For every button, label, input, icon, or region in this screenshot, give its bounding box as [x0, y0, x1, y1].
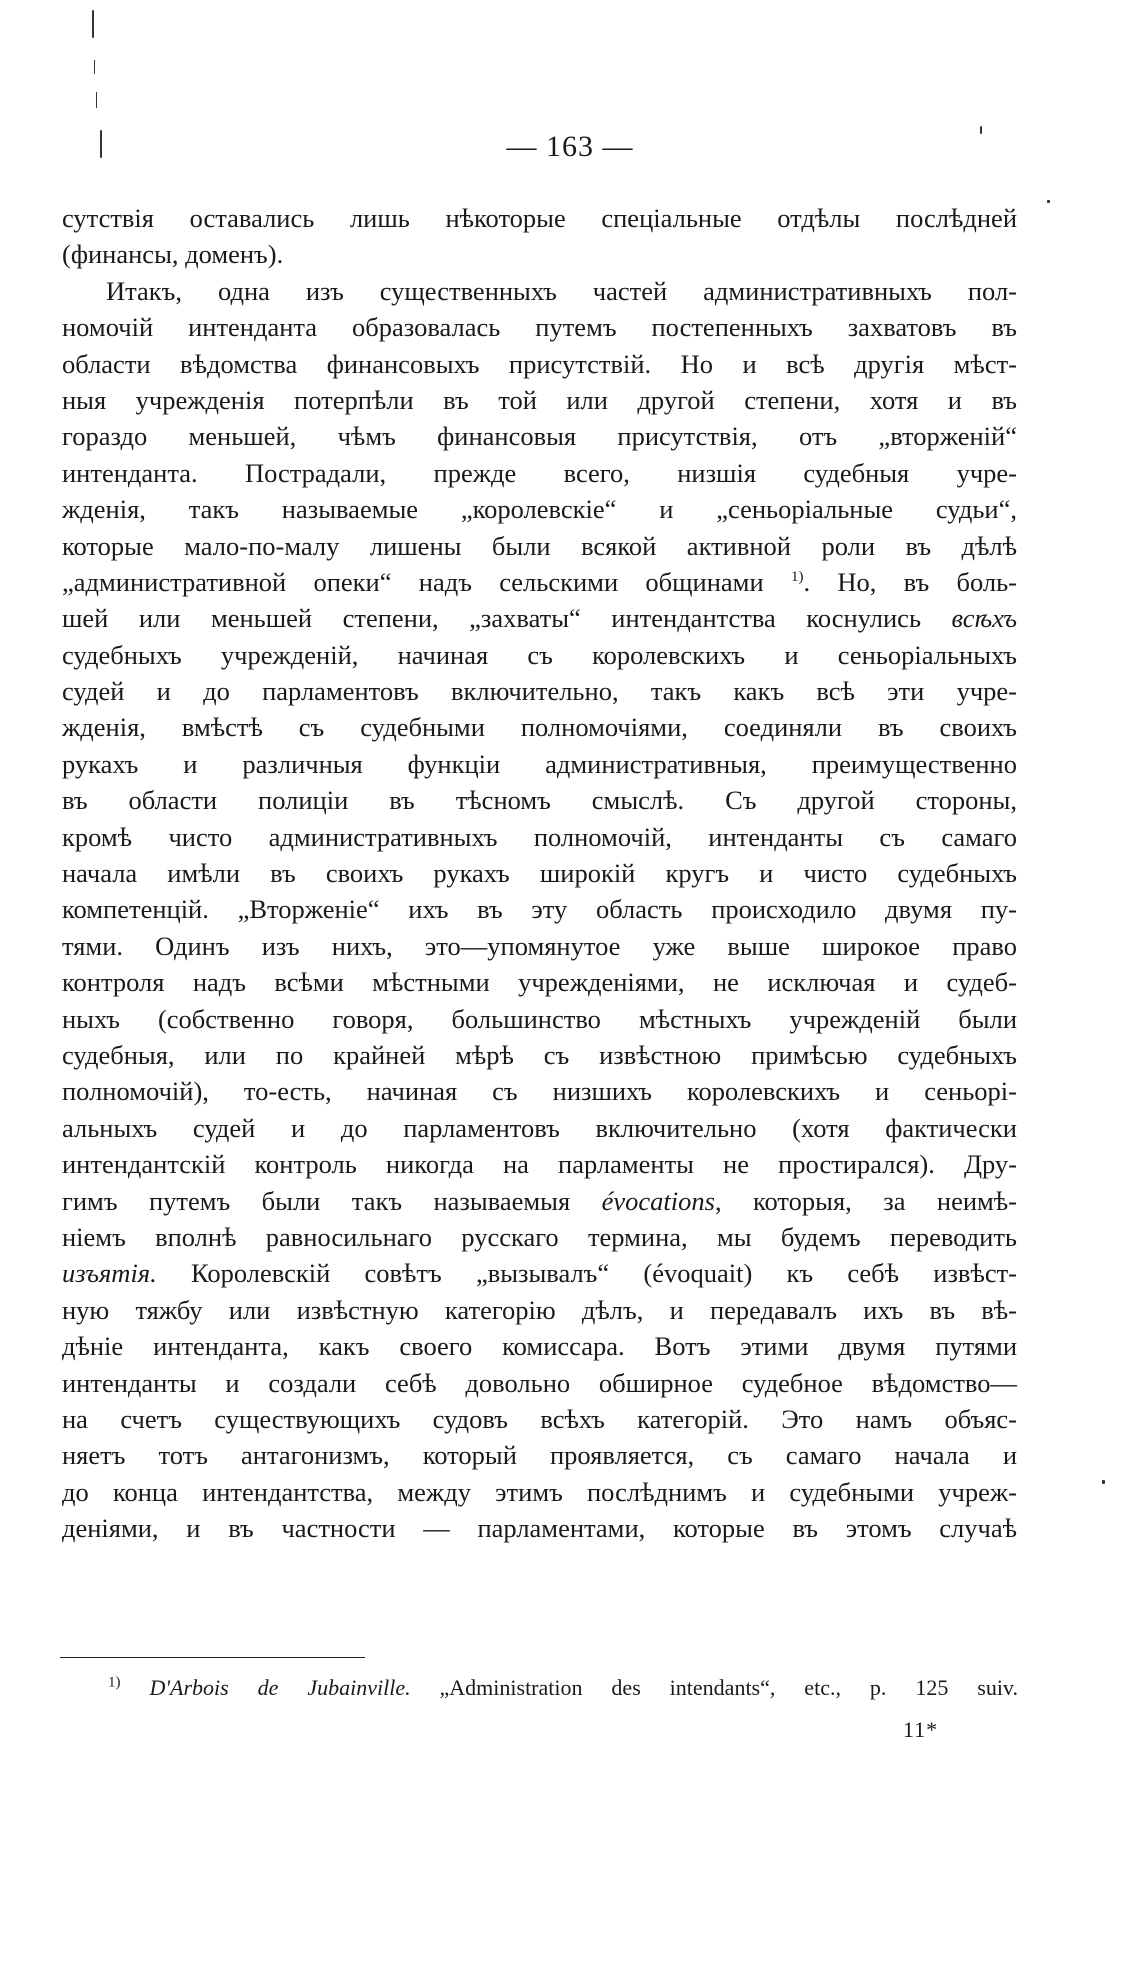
- margin-mark: [92, 10, 94, 38]
- text-line: контроля надъ всѣми мѣстными учрежденіями, не исключая и судеб-: [62, 967, 1017, 998]
- text-line: которые мало-по-малу лишены были всякой активной роли въ дѣлѣ: [62, 530, 1017, 561]
- text-segment: „административной опеки“ надъ сельскими общинами: [62, 566, 764, 597]
- text-segment: шей или меньшей степени, „захваты“ интендантства коснулись: [62, 603, 922, 634]
- text-line: въ области полиціи въ тѣсномъ смыслѣ. Съ другой стороны,: [62, 785, 1017, 816]
- footnote-divider: [60, 1657, 365, 1658]
- text-line: [62, 600, 1017, 636]
- text-line: кромѣ чисто административныхъ полномочій, интенданты съ самаго: [62, 821, 1017, 852]
- text-line: рукахъ и различныя функціи административныя, преимущественно: [62, 748, 1017, 779]
- text-line: на счетъ существующихъ судовъ всѣхъ категорій. Это намъ объяс-: [62, 1403, 1017, 1434]
- text-line: ныя учрежденія потерпѣли въ той или другой степени, хотя и въ: [62, 384, 1017, 415]
- text-line: (финансы, доменъ).: [62, 239, 284, 270]
- text-line: компетенцій. „Вторженіе“ ихъ въ эту область происходило двумя пу-: [62, 894, 1017, 925]
- margin-mark: [96, 92, 97, 108]
- printer-signature: 11*: [903, 1717, 939, 1742]
- text-line: сутствія оставались лишь нѣкоторые спеціальные отдѣлы послѣдней: [62, 203, 1017, 233]
- text-line: судебныя, или по крайней мѣрѣ съ извѣстною примѣсью судебныхъ: [62, 1039, 1017, 1070]
- text-line: до конца интендантства, между этимъ послѣднимъ и судебными учреж-: [62, 1476, 1017, 1507]
- text-line: [62, 1255, 1017, 1291]
- text-line: дѣніе интенданта, какъ своего комиссара. Вотъ этими двумя путями: [62, 1331, 1017, 1362]
- text-line: гораздо меньшей, чѣмъ финансовыя присутствія, отъ „вторженій“: [62, 421, 1017, 452]
- text-line: интендантскій контроль никогда на парламенты не простирался). Дру-: [62, 1149, 1017, 1180]
- page-number: — 163 —: [506, 130, 634, 163]
- margin-mark: [94, 60, 95, 74]
- text-line: номочій интенданта образовалась путемъ постепенныхъ захватовъ въ: [62, 312, 1017, 343]
- text-line: Итакъ, одна изъ существенныхъ частей административныхъ пол-: [106, 275, 1017, 306]
- text-line: альныхъ судей и до парламентовъ включительно (хотя фактически: [62, 1112, 1017, 1143]
- footnote-ref: 1): [790, 569, 804, 586]
- footnote: [108, 1673, 1018, 1703]
- text-line: жденія, такъ называемые „королевскіе“ и „сеньоріальные судьи“,: [62, 494, 1017, 525]
- body-text: [62, 200, 1017, 1546]
- margin-mark: [1047, 200, 1050, 203]
- text-line: полномочій), то-есть, начиная съ низшихъ королевскихъ и сеньорі-: [62, 1076, 1017, 1107]
- text-line: ніемъ вполнѣ равносильнаго русскаго термина, мы будемъ переводить: [62, 1221, 1017, 1252]
- text-segment: , которыя, за неимѣ-: [714, 1185, 1018, 1216]
- italic-word: изъятія.: [62, 1258, 157, 1289]
- text-line: деніями, и въ частности — парламентами, которые въ этомъ случаѣ: [62, 1513, 1017, 1544]
- italic-word: évocations: [601, 1185, 715, 1216]
- text-line: жденія, вмѣстѣ съ судебными полномочіями, соединяли въ своихъ: [62, 712, 1017, 743]
- text-line: начала имѣли въ своихъ рукахъ широкій кругъ и чисто судебныхъ: [62, 858, 1017, 889]
- text-line: [62, 1183, 1017, 1219]
- text-segment: гимъ путемъ были такъ называемыя: [62, 1185, 571, 1216]
- text-line: [62, 564, 1017, 600]
- text-line: судебныхъ учрежденій, начиная съ королевскихъ и сеньоріальныхъ: [62, 639, 1017, 670]
- text-line: судей и до парламентовъ включительно, такъ какъ всѣ эти учре-: [62, 676, 1017, 707]
- text-line: интенданты и создали себѣ довольно обширное судебное вѣдомство—: [62, 1367, 1017, 1398]
- text-segment: . Но, въ боль-: [803, 566, 1018, 597]
- text-segment: Королевскій совѣтъ „вызывалъ“ (évoquait) къ себѣ извѣст-: [191, 1258, 1017, 1289]
- margin-mark: [1102, 1480, 1105, 1484]
- footnote-marker: 1): [108, 1674, 121, 1691]
- text-line: интенданта. Пострадали, прежде всего, низшія судебныя учре-: [62, 457, 1017, 488]
- footnote-text: „Administration des intendants“, etc., p. 125 suiv.: [439, 1675, 1018, 1700]
- text-line: няетъ тотъ антагонизмъ, который проявляется, съ самаго начала и: [62, 1440, 1017, 1471]
- text-line: ныхъ (собственно говоря, большинство мѣстныхъ учрежденій были: [62, 1003, 1017, 1034]
- text-line: тями. Одинъ изъ нихъ, это—упомянутое уже выше широкое право: [62, 930, 1017, 961]
- italic-word: всѣхъ: [951, 603, 1017, 634]
- text-line: ную тяжбу или извѣстную категорію дѣлъ, и передавалъ ихъ въ вѣ-: [62, 1294, 1017, 1325]
- text-line: области вѣдомства финансовыхъ присутствій. Но и всѣ другія мѣст-: [62, 348, 1017, 379]
- footnote-author: D'Arbois de Jubainville.: [149, 1675, 411, 1700]
